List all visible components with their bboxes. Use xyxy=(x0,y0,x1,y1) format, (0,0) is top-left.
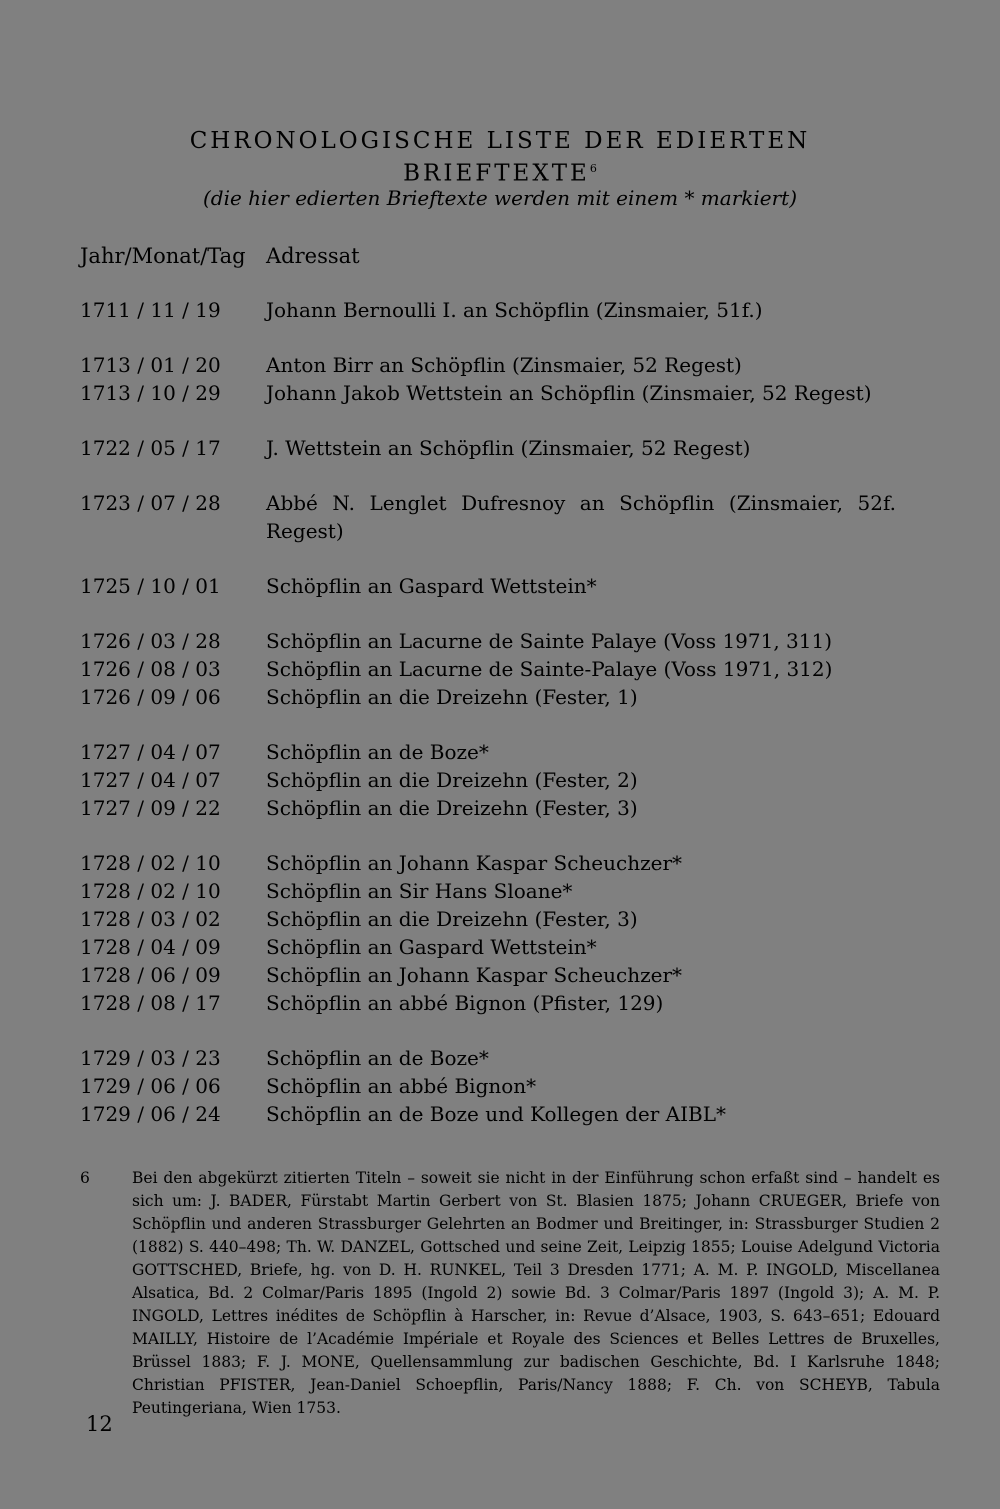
entry-addressee: Schöpflin an Sir Hans Sloane* xyxy=(266,879,573,903)
list-item xyxy=(0,961,1000,989)
entry-addressee: Schöpflin an die Dreizehn (Fester, 2) xyxy=(266,768,638,792)
entry-date: 1726 / 08 / 03 xyxy=(80,657,221,681)
entry-addressee: Schöpflin an Gaspard Wettstein* xyxy=(266,935,597,959)
title-line-1: CHRONOLOGISCHE LISTE DER EDIERTEN xyxy=(189,128,811,154)
entry-addressee: Schöpflin an die Dreizehn (Fester, 3) xyxy=(266,907,638,931)
entry-addressee: Johann Bernoulli I. an Schöpflin (Zinsmaier, 51f.) xyxy=(266,298,763,322)
entry-date: 1729 / 06 / 06 xyxy=(80,1074,221,1098)
title-line-2 xyxy=(0,155,1000,188)
entry-addressee: Johann Jakob Wettstein an Schöpflin (Zinsmaier, 52 Regest) xyxy=(266,381,872,405)
subtitle: (die hier edierten Brieftexte werden mit einem * markiert) xyxy=(202,186,798,210)
entry-addressee: Schöpflin an die Dreizehn (Fester, 3) xyxy=(266,796,638,820)
list-item xyxy=(0,379,1000,407)
entry-date: 1729 / 03 / 23 xyxy=(80,1046,221,1070)
entry-date: 1726 / 03 / 28 xyxy=(80,629,221,653)
list-item xyxy=(0,1044,1000,1072)
entry-addressee: Schöpflin an de Boze* xyxy=(266,740,489,764)
letter-list xyxy=(0,296,1000,1128)
entry-addressee: Anton Birr an Schöpflin (Zinsmaier, 52 Regest) xyxy=(266,353,742,377)
list-item xyxy=(0,738,1000,766)
list-item xyxy=(0,877,1000,905)
entry-addressee: Schöpflin an Johann Kaspar Scheuchzer* xyxy=(266,963,683,987)
title-line-2-text: BRIEFTEXTE xyxy=(403,160,590,187)
list-item xyxy=(0,933,1000,961)
list-item xyxy=(0,849,1000,877)
entry-addressee: Schöpflin an Johann Kaspar Scheuchzer* xyxy=(266,851,683,875)
page-number: 12 xyxy=(86,1412,113,1436)
entry-addressee: J. Wettstein an Schöpflin (Zinsmaier, 52 Regest) xyxy=(266,436,751,460)
entry-date: 1728 / 04 / 09 xyxy=(80,935,221,959)
list-item xyxy=(0,989,1000,1017)
list-item xyxy=(0,296,1000,324)
entry-addressee: Schöpflin an die Dreizehn (Fester, 1) xyxy=(266,685,638,709)
entry-addressee: Schöpflin an abbé Bignon (Pfister, 129) xyxy=(266,991,664,1015)
entry-date: 1728 / 03 / 02 xyxy=(80,907,221,931)
entry-date: 1727 / 04 / 07 xyxy=(80,740,221,764)
entry-date: 1713 / 01 / 20 xyxy=(80,353,221,377)
entry-date: 1729 / 06 / 24 xyxy=(80,1102,221,1126)
list-item xyxy=(0,351,1000,379)
list-item xyxy=(0,489,1000,545)
list-item xyxy=(0,683,1000,711)
entry-date: 1727 / 04 / 07 xyxy=(80,768,221,792)
column-header-addressee: Adressat xyxy=(266,244,360,268)
list-item xyxy=(0,905,1000,933)
entry-date: 1711 / 11 / 19 xyxy=(80,298,221,322)
entry-addressee: Schöpflin an Lacurne de Sainte Palaye (Voss 1971, 311) xyxy=(266,629,833,653)
list-item xyxy=(0,434,1000,462)
entry-date: 1728 / 02 / 10 xyxy=(80,879,221,903)
footnote-number: 6 xyxy=(80,1169,90,1187)
entry-addressee: Schöpflin an Lacurne de Sainte-Palaye (Voss 1971, 312) xyxy=(266,657,833,681)
entry-addressee: Schöpflin an Gaspard Wettstein* xyxy=(266,574,597,598)
entry-date: 1713 / 10 / 29 xyxy=(80,381,221,405)
footnote-text: Bei den abgekürzt zitierten Titeln – soweit sie nicht in der Einführung schon erfaßt sind – handelt es sich um: J. BADER, Fürstabt Martin Gerbert von St. Blasien 1875; Johann CRUEGER, Briefe von Schöpflin und anderen Strassburger Gelehrten an Bodmer und Breitinger, in: Strassburger Studien 2 (1882) S. 440–498; Th. W. DANZEL, Gottsched und seine Zeit, Leipzig 1855; Louise Adelgund Victoria GOTTSCHED, Briefe, hg. von D. H. RUNKEL, Teil 3 Dresden 1771; A. M. P. INGOLD, Miscellanea Alsatica, Bd. 2 Colmar/Paris 1895 (Ingold 2) sowie Bd. 3 Colmar/Paris 1897 (Ingold 3); A. M. P. INGOLD, Lettres inédites de Schöpflin à Harscher, in: Revue d’Alsace, 1903, S. 643–651; Edouard MAILLY, Histoire de l’Académie Impériale et Royale des Sciences et Belles Lettres de Bruxelles, Brüssel 1883; F. J. MONE, Quellensammlung zur badischen Geschichte, Bd. I Karlsruhe 1848; Christian PFISTER, Jean-Daniel Schoepflin, Paris/Nancy 1888; F. Ch. von SCHEYB, Tabula Peutingeriana, Wien 1753. xyxy=(132,1169,940,1417)
list-item xyxy=(0,794,1000,822)
column-header-date: Jahr/Monat/Tag xyxy=(80,244,246,268)
entry-addressee: Schöpflin an de Boze und Kollegen der AIBL* xyxy=(266,1102,726,1126)
list-item xyxy=(0,572,1000,600)
footnote-reference: 6 xyxy=(589,162,597,175)
entry-addressee: Schöpflin an abbé Bignon* xyxy=(266,1074,537,1098)
entry-date: 1722 / 05 / 17 xyxy=(80,436,221,460)
list-item xyxy=(0,1100,1000,1128)
entry-date: 1723 / 07 / 28 xyxy=(80,491,221,515)
list-title xyxy=(0,128,1000,188)
list-item xyxy=(0,766,1000,794)
list-item xyxy=(0,655,1000,683)
entry-addressee: Abbé N. Lenglet Dufresnoy an Schöpflin (Zinsmaier, 52f. Regest) xyxy=(266,491,896,543)
entry-date: 1728 / 06 / 09 xyxy=(80,963,221,987)
entry-date: 1726 / 09 / 06 xyxy=(80,685,221,709)
list-item xyxy=(0,627,1000,655)
entry-date: 1728 / 02 / 10 xyxy=(80,851,221,875)
entry-date: 1725 / 10 / 01 xyxy=(80,574,221,598)
entry-addressee: Schöpflin an de Boze* xyxy=(266,1046,489,1070)
entry-date: 1727 / 09 / 22 xyxy=(80,796,221,820)
footnote xyxy=(80,1167,940,1420)
list-item xyxy=(0,1072,1000,1100)
entry-date: 1728 / 08 / 17 xyxy=(80,991,221,1015)
